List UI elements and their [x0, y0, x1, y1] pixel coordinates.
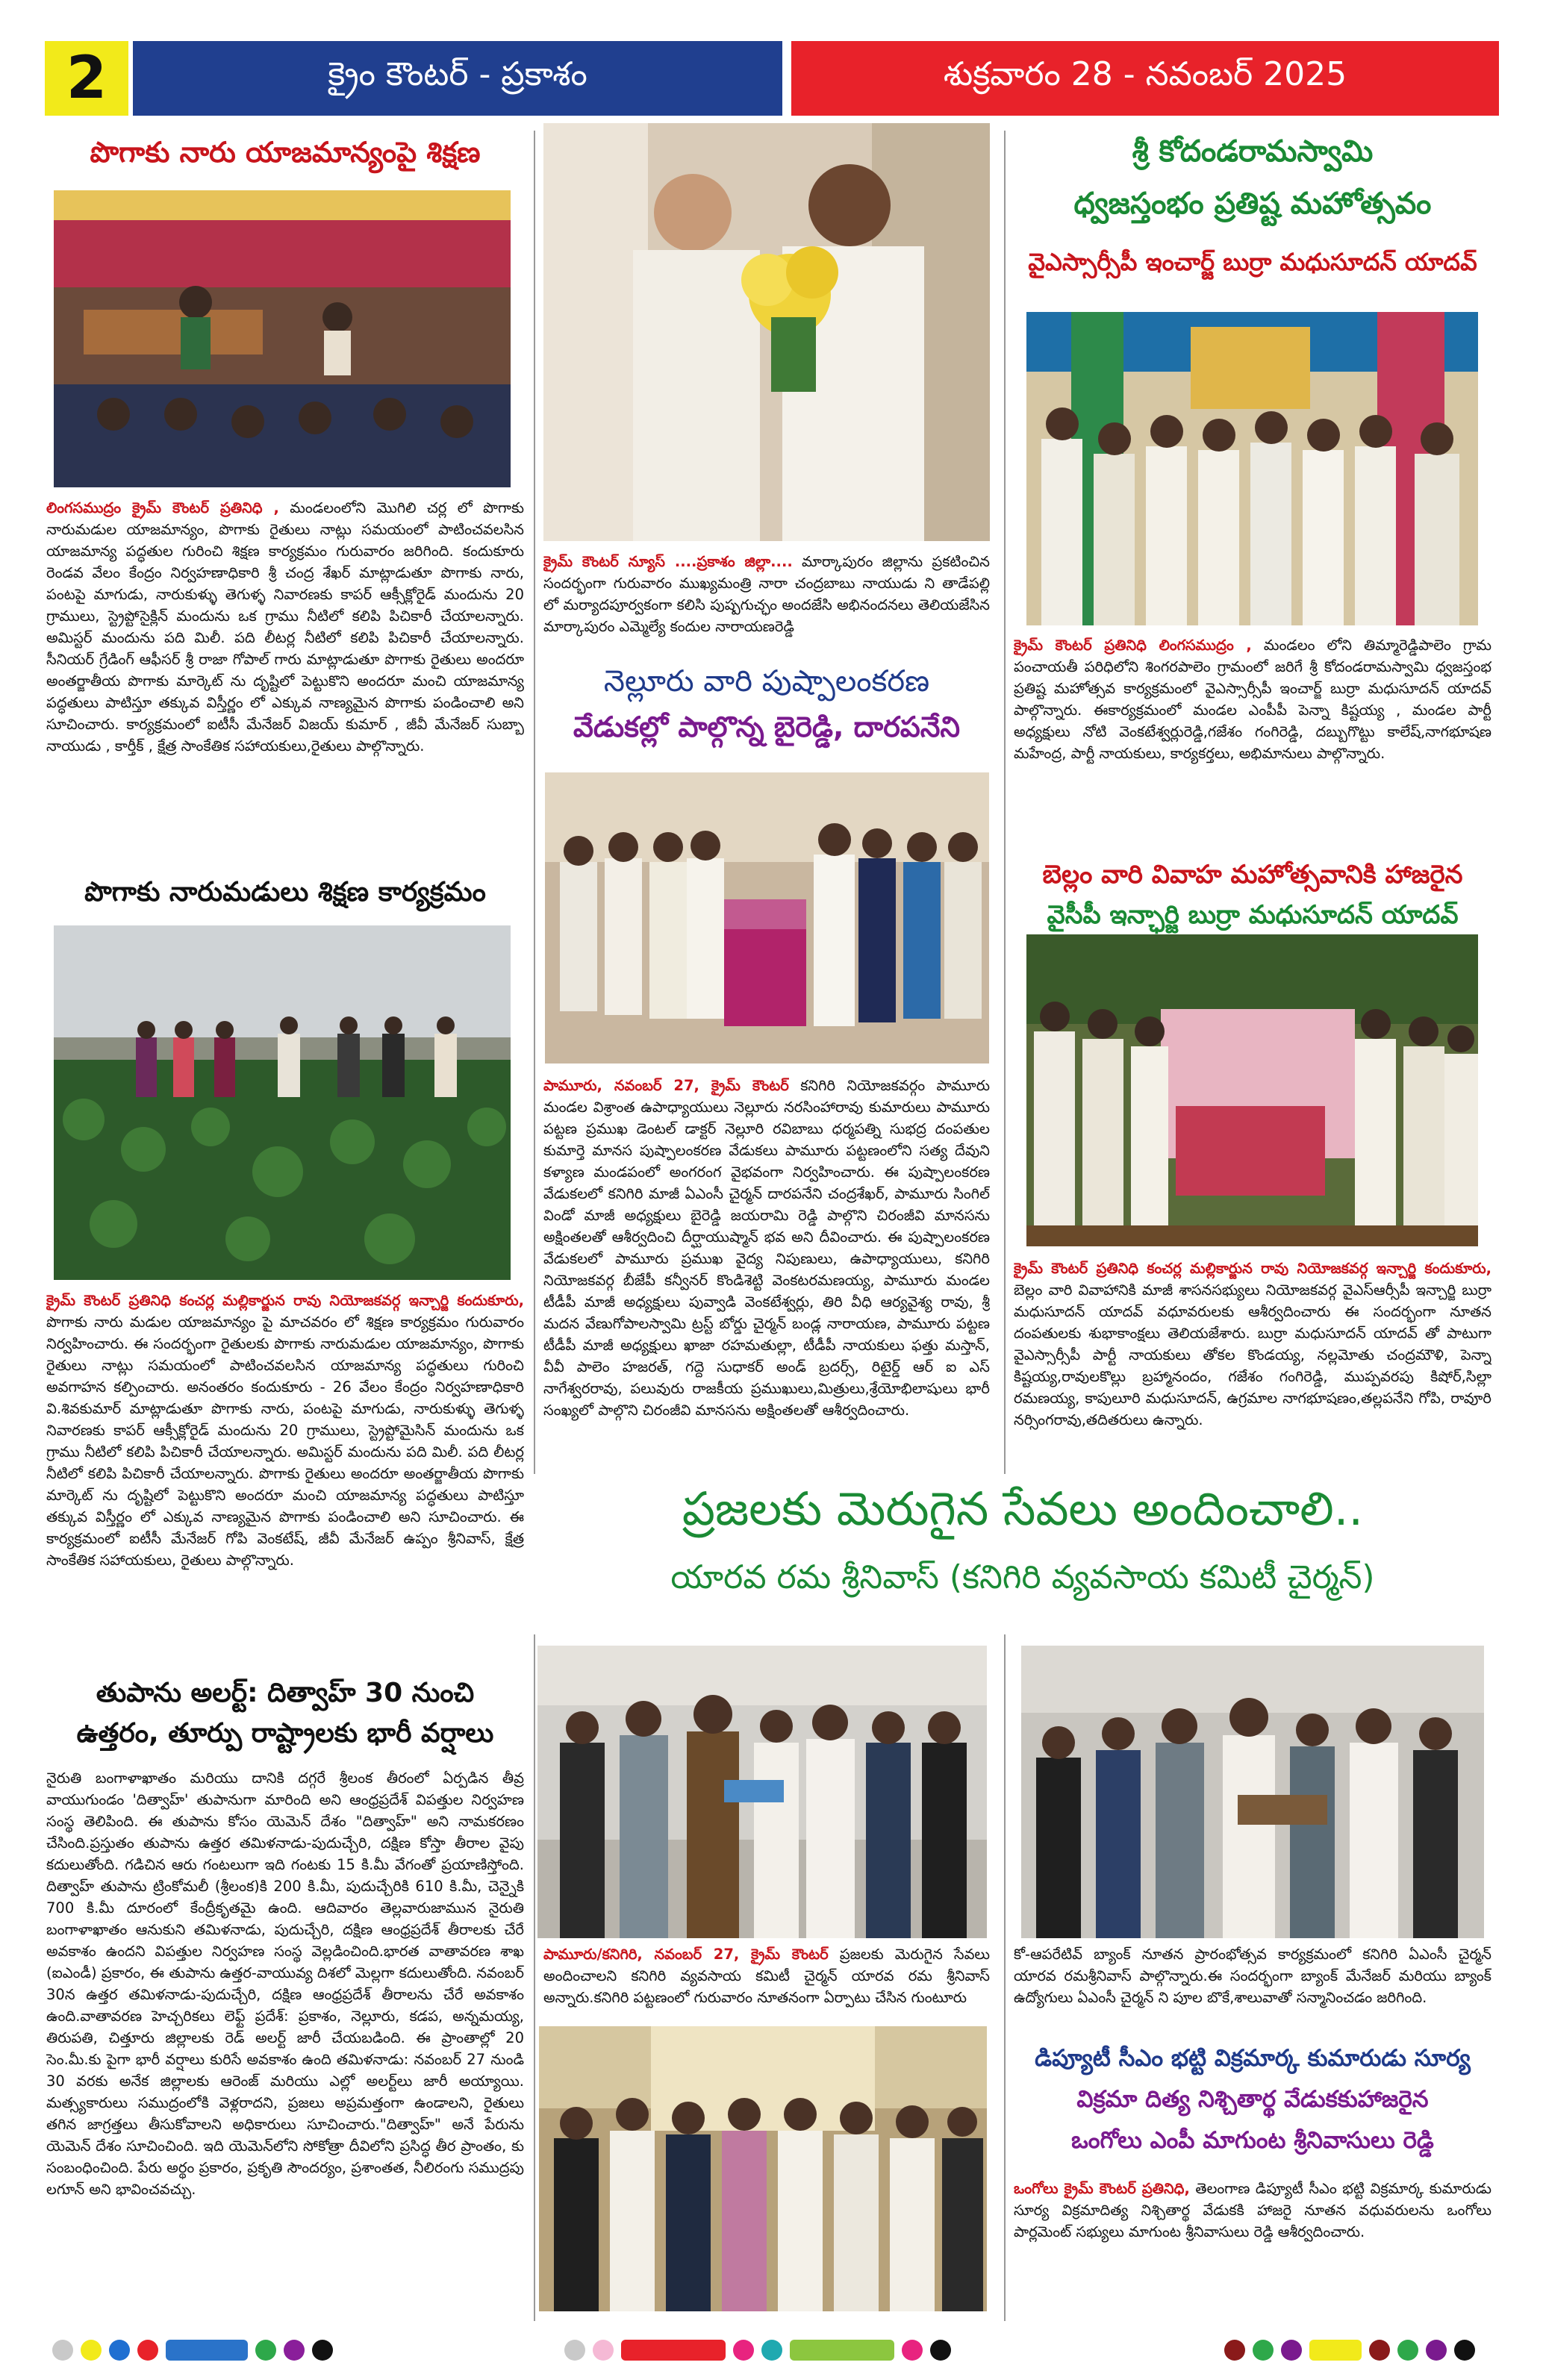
story-headline: విక్రమా దిత్య నిశ్చితార్థ వేడుకకుహాజరైన — [1076, 2086, 1429, 2113]
color-dot — [137, 2340, 158, 2361]
color-dot — [902, 2340, 923, 2361]
paper-name: క్రైం కౌంటర్ - ప్రకాశం — [133, 41, 782, 116]
color-dot — [1281, 2340, 1302, 2361]
color-bar — [790, 2340, 894, 2361]
color-dot — [1454, 2340, 1475, 2361]
news-photo — [54, 925, 511, 1280]
story-text: మండలం లోని తిమ్మారెడ్డిపాలెం గ్రామ పంచాయతీ పరిధిలోని శింగరపాలెం గ్రామంలో జరిగే శ్రీ కోదండరామస్వామి ధ్వజస్తంభ ప్రతిష్ట మహోత్సవ కార్యక్రమంలో వైఎస్సార్సీపీ ఇంచార్జ్ బుర్రా మధుసూదన్ యాదవ్ పాల్గొన్నారు. ఈకార్యక్రమంలో మండల ఎంపీపీ పెన్నా కిష్టయ్య , మండల పార్టీ అధ్యక్షులు నోటి వెంకటేశ్వర్లురెడ్డి,గజేశం గంగిరెడ్డి, దబ్బుగొట్టు కాలేష్,నాగభూషణ మహేంద్ర, పార్టీ నాయకులు, కార్యకర్తలు, అభిమానులు పాల్గొన్నారు. — [1014, 637, 1491, 762]
color-dot — [1369, 2340, 1390, 2361]
news-photo — [1026, 934, 1478, 1246]
column-divider — [534, 1634, 535, 2321]
news-photo — [539, 2026, 987, 2311]
color-dot — [284, 2340, 305, 2361]
news-photo — [545, 772, 989, 1063]
color-dot — [1397, 2340, 1418, 2361]
story-text: మార్కాపురం జిల్లాను ప్రకటించిన సందర్భంగా గురువారం ముఖ్యమంత్రి నారా చంద్రబాబు నాయుడు ని తాడేపల్లి లో మర్యాదపూర్వకంగా కలిసి పుష్పగుచ్ఛం అందజేసి అభినందనలు తెలియజేసిన మార్కాపురం ఎమ్మెల్యే కందుల నారాయణరెడ్డి — [543, 553, 990, 635]
color-dot — [255, 2340, 276, 2361]
story-body — [1014, 1258, 1491, 1474]
story-headline: ఉత్తరం, తూర్పు రాష్ట్రాలకు భారీ వర్షాలు — [76, 1718, 494, 1749]
page-number: 2 — [45, 41, 128, 116]
color-dot — [1224, 2340, 1245, 2361]
story-dateline: ఒంగోలు క్రైమ్ కౌంటర్ ప్రతినిధి, — [1014, 2180, 1190, 2197]
color-bar — [1309, 2340, 1362, 2361]
news-photo — [54, 190, 511, 487]
news-photo — [1026, 312, 1478, 625]
story-text: నైరుతి బంగాళాఖాతం మరియు దానికి దగ్గరే శ్రీలంక తీరంలో ఏర్పడిన తీవ్ర వాయుగుండం 'దిత్వాహ్' తుపానుగా మారింది అని ఆంధ్రప్రదేశ్ విపత్తుల నిర్వహణ సంస్థ తెలిపింది. ఈ తుపాను కోసం యెమెన్ దేశం "దిత్వాహ్" అని నామకరణం చేసింది.ప్రస్తుతం తుపాను ఉత్తర తమిళనాడు-పుదుచ్చేరి, దక్షిణ కోస్తా తీరాల వైపు కదులుతోంది. గడిచిన ఆరు గంటలుగా ఇది గంటకు 15 కి.మీ వేగంతో ప్రయాణిస్తోంది. దిత్వాహ్ తుపాను ట్రింకోమలీ (శ్రీలంక)కి 200 కి.మీ, పుదుచ్చేరికి 610 కి.మీ, చెన్నైకి 700 కి.మీ దూరంలో కేంద్రీకృతమై ఉంది. ఆదివారం తెల్లవారుజామున నైరుతి బంగాళాఖాతం ఆనుకుని తమిళనాడు, పుదుచ్చేరి, దక్షిణ ఆంధ్రప్రదేశ్ తీరాలకు చేరే అవకాశం ఉందని విపత్తుల నిర్వహణ సంస్థ వెల్లడించింది.భారత వాతావరణ శాఖ (ఐఎండీ) ప్రకారం, ఈ తుపాను ఉత్తర-వాయువ్య దిశలో మెల్లగా కదులుతోంది. నవంబర్ 30న ఉత్తర తమిళనాడు-పుదుచ్చేరి, దక్షిణ ఆంధ్రప్రదేశ్ తీరాలను చేరే అవకాశం ఉంది.వాతావరణ హెచ్చరికలు లెఫ్ట్ ప్రదేశ్: ప్రకాశం, నెల్లూరు, కడప, అన్నమయ్య, తిరుపతి, చిత్తూరు జిల్లాలకు రెడ్ అలర్ట్ జారీ చేయబడింది. ఈ ప్రాంతాల్లో 20 సెం.మీ.కు పైగా భారీ వర్షాలు కురిసే అవకాశం ఉంది తమిళనాడు: నవంబర్ 27 నుండి 30 వరకు అనేక జిల్లాలకు ఆరెంజ్ మరియు ఎల్లో అలర్ట్‌లు జారీ అయ్యాయి. మత్స్యకారులు సముద్రంలోకి వెళ్లరాదని, ప్రజలు అప్రమత్తంగా ఉండాలని, రైతులు తగిన జాగ్రత్తలు తీసుకోవాలని అధికారులు సూచించారు."దిత్వాహ్" అనే పేరును యెమెన్ దేశం సూచించింది. ఇది యెమెన్‌లోని సోకోత్రా దీవిలోని ప్రసిద్ధ తీర ప్రాంతం, కు సంబంధించింది. పేరు అర్థం ప్రకారం, ప్రకృతి సౌందర్యం, ప్రశాంతత, నీలిరంగు సముద్రపు లగూన్ అని భావించవచ్చు. — [46, 1770, 524, 2198]
story-dateline: క్రైమ్ కౌంటర్ ప్రతినిధి లింగసముద్రం , — [1014, 637, 1252, 654]
color-dot — [312, 2340, 333, 2361]
banner-subhead: యారవ రమ శ్రీనివాస్ (కనిగిరి వ్యవసాయ కమిటీ చైర్మన్) — [670, 1558, 1375, 1596]
story-headline: వైసీపీ ఇన్ఛార్జి బుర్రా మధుసూదన్ యాదవ్ — [1047, 900, 1459, 930]
story-body — [1014, 634, 1491, 847]
story-text: తెలంగాణ డిప్యూటీ సీఎం భట్టి విక్రమార్క కుమారుడు సూర్య విక్రమాదిత్య నిశ్చితార్థ వేడుకకి హాజరై నూతన వధువరులను ఒంగోలు పార్లమెంట్ సభ్యులు మాగుంట శ్రీనివాసులు రెడ్డి ఆశీర్వదించారు. — [1014, 2180, 1491, 2240]
story-dateline: క్రైమ్ కౌంటర్ ప్రతినిధి కంచర్ల మల్లికార్జున రావు నియోజకవర్గ ఇన్చార్జి కందుకూరు, — [46, 1292, 524, 1309]
color-dot — [52, 2340, 73, 2361]
story-headline: డిప్యూటీ సీఎం భట్టి విక్రమార్క కుమారుడు సూర్య — [1035, 2045, 1471, 2072]
story-headline: ఒంగోలు ఎంపీ మాగుంట శ్రీనివాసులు రెడ్డి — [1071, 2127, 1434, 2154]
color-dot — [761, 2340, 782, 2361]
color-bar — [166, 2340, 248, 2361]
column-divider — [534, 131, 535, 1474]
story-body — [543, 1943, 990, 2011]
story-dateline: లింగసముద్రం క్రైమ్ కౌంటర్ ప్రతినిధి , — [46, 499, 279, 516]
story-headline: తుపాను అలర్ట్: దిత్వాహ్ 30 నుంచి — [96, 1678, 475, 1708]
story-headline: పొగాకు నారు యాజమాన్యంపై శిక్షణ — [90, 136, 481, 169]
news-photo — [1021, 1646, 1484, 1938]
story-headline: నెల్లూరు వారి పుష్పాలంకరణ — [603, 664, 930, 699]
story-headline: బెల్లం వారి వివాహ మహోత్సవానికి హాజరైన — [1042, 860, 1463, 890]
story-headline: పొగాకు నారుమడులు శిక్షణ కార్యక్రమం — [84, 877, 486, 908]
color-dot — [1253, 2340, 1274, 2361]
color-bar — [621, 2340, 726, 2361]
story-dateline: పామూరు, నవంబర్ 27, క్రైమ్ కౌంటర్ — [543, 1077, 789, 1094]
story-body — [1014, 1943, 1491, 2033]
issue-date: శుక్రవారం 28 - నవంబర్ 2025 — [791, 41, 1499, 116]
color-dot — [81, 2340, 102, 2361]
story-dateline: క్రైమ్ కౌంటర్ న్యూస్ ....ప్రకాశం జిల్లా.... — [543, 553, 793, 570]
column-divider — [1004, 131, 1006, 1474]
story-body — [1014, 2178, 1491, 2290]
color-dot — [930, 2340, 951, 2361]
news-photo — [537, 1646, 987, 1938]
story-headline: ధ్వజస్తంభం ప్రతిష్ట మహోత్సవం — [1073, 187, 1432, 221]
story-text: పొగాకు నారు మడుల యాజమాన్యం పై మాచవరం లో శిక్షణ కార్యక్రమం గురువారం నిర్వహించారు. ఈ సందర్భంగా రైతులకు పొగాకు నారుమడుల యాజమాన్యం, పొగాకు రైతులు నాట్లు సమయంలో పాటించవలసిన యాజమాన్య పద్ధతులు గురించి అవగాహన కల్పించారు. అనంతరం కందుకూరు - 26 వేలం కేంద్రం నిర్వహణాధికారి వి.శివకుమార్ మాట్లాడుతూ పొగాకు నారు, పంటపై మాగుడు, నారుకుళ్ళు తెగుళ్ళ నివారణకు కాపర్ ఆక్సీక్లోరైడ్ మందును 20 గ్రాములు, స్ట్రెప్టోమైసిన్ మందును ఒక గ్రాము నీటిలో కలిపి పిచికారీ చేయాలన్నారు. అమిస్టర్ మందును పది మిలీ. పది లీటర్ల నీటిలో కలిపి పిచికారీ చేయాలన్నారు. పొగాకు రైతులు అందరూ అంతర్జాతీయ పొగాకు మార్కెట్ ను దృష్టిలో పెట్టుకొని అందరూ మంచి యాజమాన్య పద్ధతులు పాటిస్తూ తక్కువ విస్తీర్ణం లో ఎక్కువ నాణ్యమైన పొగాకు పండించాలి అని సూచించారు. ఈ కార్యక్రమంలో ఐటీసీ మేనేజర్ గోపి వెంకటేష్, జీవీ మేనేజర్ ఉప్పం శ్రీనివాస్, క్షేత్ర సాంకేతిక సహాయకులు, రైతులు పాల్గొన్నారు. — [46, 1314, 524, 1569]
story-text: ప్రజలకు మెరుగైన సేవలు అందించాలని కనిగిరి వ్యవసాయ కమిటీ చైర్మన్ యారవ రమ శ్రీనివాస్ అన్నారు.కనిగిరి పట్టణంలో గురువారం నూతనంగా ఏర్పాటు చేసిన గుంటూరు — [543, 1946, 990, 2006]
color-dot — [1426, 2340, 1447, 2361]
story-text: మండలంలోని మొగిలి చర్ల లో పొగాకు నారుమడుల యాజమాన్యం, పొగాకు రైతులు నాట్లు సమయంలో పాటించవలసిన యాజమాన్య పద్ధతుల గురించి శిక్షణ కార్యక్రమం గురువారం జరిగింది. కందుకూరు రెండవ వేలం కేంద్రం నిర్వహణాధికారి శ్రీ చంద్ర శేఖర్ మాట్లాడుతూ పొగాకు నారు, పంటపై మాగుడు, నారుకుళ్ళు తెగుళ్ళ నివారణకు కాపర్ ఆక్సీక్లోరైడ్ మందును 20 గ్రాములు, స్ట్రెప్టోసైక్లిన్ మందును ఒక గ్రాము నీటిలో కలిపి పిచికారీ చేయాలన్నారు. అమిస్టర్ మందును పది మిలీ. పది లీటర్ల నీటిలో కలిపి పిచికారీ చేయాలన్నారు. సీనియర్ గ్రేడింగ్ ఆఫీసర్ శ్రీ రాజా గోపాల్ గారు మాట్లాడుతూ పొగాకు రైతులు అందరూ అంతర్జాతీయ పొగాకు మార్కెట్ ను దృష్టిలో పెట్టుకొని అందరూ మంచి యాజమాన్య పద్ధతులు పాటిస్తూ తక్కువ విస్తీర్ణం లో ఎక్కువ నాణ్యమైన పొగాకు పండించాలి అని సూచించారు. కార్యక్రమంలో ఐటీసీ మేనేజర్ విజయ్ కుమార్ , జీవీ మేనేజర్ సుబ్బా నాయుడు , కార్తీక్ , క్షేత్ర సాంకేతిక సహాయకులు,రైతులు పాల్గొన్నారు. — [46, 499, 524, 755]
story-headline: శ్రీ కోదండరామస్వామి — [1132, 134, 1374, 169]
color-dot — [564, 2340, 585, 2361]
color-dot — [109, 2340, 130, 2361]
story-body — [46, 497, 524, 859]
color-dot — [733, 2340, 754, 2361]
story-subhead: వైఎస్సార్సీపీ ఇంచార్జ్ బుర్రా మధుసూదన్ యాదవ్ — [1028, 248, 1477, 276]
news-photo — [543, 123, 990, 541]
story-dateline: క్రైమ్ కౌంటర్ ప్రతినిధి కంచర్ల మల్లికార్జున రావు నియోజకవర్గ ఇన్చార్జి కందుకూరు, — [1014, 1260, 1491, 1277]
banner-headline: ప్రజలకు మెరుగైన సేవలు అందించాలి.. — [682, 1481, 1364, 1536]
story-text: కో-ఆపరేటివ్ బ్యాంక్ నూతన ప్రారంభోత్సవ కార్యక్రమంలో కనిగిరి ఏఎంసీ చైర్మన్ యారవ రమశ్రీనివాస్ పాల్గొన్నారు.ఈ సందర్భంగా బ్యాంక్ మేనేజర్ మరియు బ్యాంక్ ఉద్యోగులు ఏఎంసీ చైర్మన్ ని పూల బొకే,శాలువాతో సన్మానించడం జరిగింది. — [1014, 1946, 1491, 2006]
column-divider — [1004, 1634, 1006, 2321]
story-headline: వేడుకల్లో పాల్గొన్న బైరెడ్డి, దారపనేని — [573, 710, 961, 743]
story-text: బెల్లం వారి వివాహానికి మాజీ శాసనసభ్యులు నియోజకవర్గ వైఎస్ఆర్సీపీ ఇన్చార్జి బుర్రా మధుసూదన్ యాదవ్ వధూవరులకు ఆశీర్వదించారు ఈ సందర్భంగా నూతన దంపతులకు శుభాకాంక్షలు తెలియజేశారు. బుర్రా మధుసూదన్ యాదవ్ తో పాటుగా వైఎస్సార్సీపీ పార్టీ నాయకులు తోకల కొండయ్య, నల్లమోతు చంద్రమౌళి, పెన్నా కిష్టయ్య,రావులకొల్లు బ్రహ్మానందం, గజేశం గంగిరెడ్డి, ముప్పవరపు కిషోర్,సిల్లా రమణయ్య, కాపులూరి మధుసూదన్, ఉగ్రమాల నాగభూషణం,తల్లపనేని గోపి, రావూరి నర్సింగరావు,తదితరులు ఉన్నారు. — [1014, 1281, 1491, 1428]
story-body — [46, 1290, 524, 1670]
color-dot — [593, 2340, 614, 2361]
story-body — [46, 1767, 524, 2286]
story-body — [543, 551, 990, 640]
story-text: కనిగిరి నియోజకవర్గం పామూరు మండల విశ్రాంత ఉపాధ్యాయులు నెల్లూరు నరసింహారావు కుమారులు పామూరు పట్టణ ప్రముఖ డెంటల్ డాక్టర్ నెల్లూరి రవిబాబు ధర్మపత్ని సుభద్ర దంపతుల కుమార్తె మానస పుష్పాలంకరణ వేడుకలు పామూరు పట్టణంలోని సత్య దేవుని కళ్యాణ మండపంలో అంగరంగ వైభవంగా నిర్వహించారు. ఈ పుష్పాలంకరణ వేడుకలలో కనిగిరి మాజీ ఏఎంసీ చైర్మన్ దారపనేని చంద్రశేఖర్, పామూరు సింగిల్ విండో మాజీ అధ్యక్షులు బైరెడ్డి జయరామి రెడ్డి పాల్గొని చిరంజీవి మానసను అక్షింతలతో ఆశీర్వదించి దీర్ఘాయుష్మాన్ భవ అని దీవించారు. ఈ పుష్పాలంకరణ వేడుకలలో పామూరు ప్రముఖ వైద్య నిపుణులు, ఉపాధ్యాయులు, కనిగిరి నియోజకవర్గ బీజేపీ కన్వీనర్ కొండిశెట్టి వెంకటరమణయ్య, పామూరు మండల టీడీపీ మాజీ అధ్యక్షులు పువ్వాడి వెంకటేశ్వర్లు, తిరి వీధి ఆర్యవైశ్య రావు, శ్రీ మదన వేణుగోపాలస్వామి ట్రస్ట్ బోర్డు చైర్మన్ బండ్ల నారాయణ, పామూరు పట్టణ టీడీపీ మాజీ అధ్యక్షులు ఖాజా రహమతుల్లా, టీడీపీ నాయకులు ఫత్తు మస్తాన్, వీవీ పాలెం హజరత్, గద్దె సుధాకర్ అండ్ బ్రదర్స్, రిటైర్డ్ ఆర్ ఐ ఎస్ నాగేశ్వరరావు, పలువురు రాజకీయ ప్రముఖులు,మిత్రులు,శ్రేయోభిలాషులు భారీ సంఖ్యలో పాల్గొని చిరంజీవి మానసను అక్షింతలతో ఆశీర్వదించారు. — [543, 1077, 990, 1419]
story-dateline: పామూరు/కనిగిరి, నవంబర్ 27, క్రైమ్ కౌంటర్ — [543, 1946, 829, 1963]
story-body — [543, 1075, 990, 1470]
